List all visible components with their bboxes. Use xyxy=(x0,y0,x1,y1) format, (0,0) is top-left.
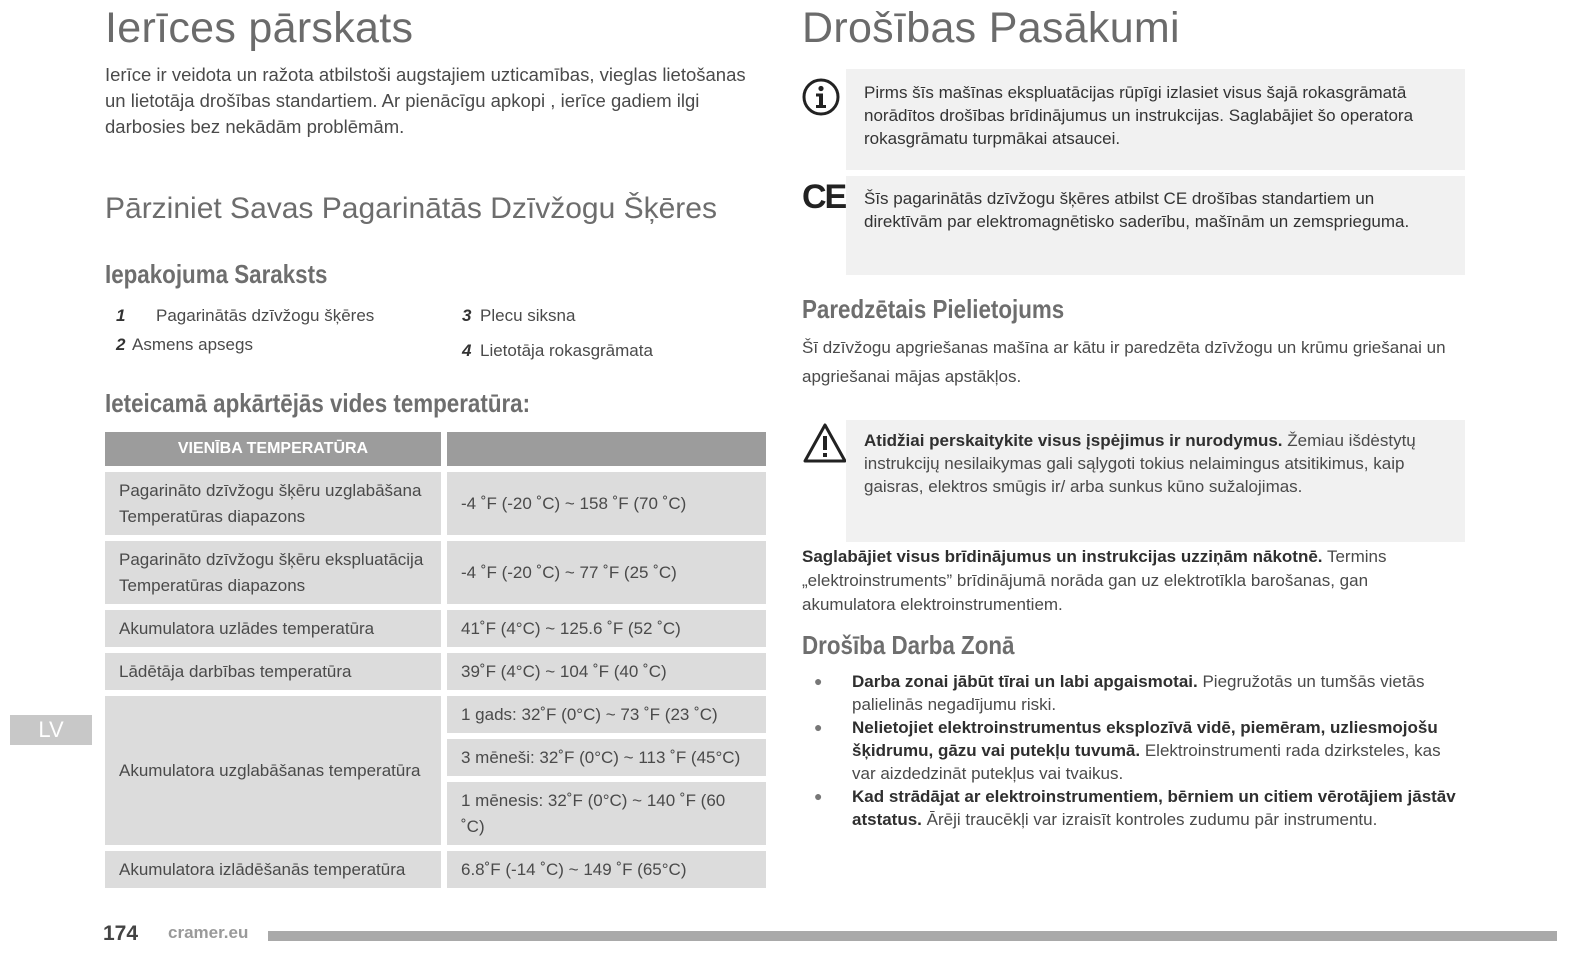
ce-mark-icon: CE xyxy=(802,178,846,216)
temperature-table xyxy=(99,426,772,894)
storage-label: Akumulatora uzglabāšanas temperatūra xyxy=(105,696,441,845)
info-box-text: Pirms šīs mašīnas ekspluatācijas rūpīgi izlasiet visus šajā rokasgrāmatā norādītos drošības brīdinājumus un instrukcijas. Saglabājiet šo operatora rokasgrāmatu turpmākai atsaucei. xyxy=(864,83,1414,148)
row-value: 39˚F (4°C) ~ 104 ˚F (40 ˚C) xyxy=(447,653,766,690)
row-label: Lādētāja darbības temperatūra xyxy=(105,653,441,690)
package-item-1: 1 Pagarinātās dzīvžogu šķēres xyxy=(116,306,375,325)
info-icon xyxy=(802,78,840,116)
list-item: ● Darba zonai jābūt tīrai un labi apgaismotai. Piegružotās un tumšās vietās palielinās negadījumu riski. xyxy=(814,672,1425,714)
safety-title: Drošības Pasākumi xyxy=(802,4,1180,52)
storage-value-3: 1 mēnesis: 32˚F (0°C) ~ 140 ˚F (60 ˚C) xyxy=(447,782,766,845)
intended-use-text: Šī dzīvžogu apgriešanas mašīna ar kātu ir paredzēta dzīvžogu un krūmu griešanai un apgriešanai mājas apstākļos. xyxy=(802,338,1446,386)
row-value: -4 ˚F (-20 ˚C) ~ 77 ˚F (25 ˚C) xyxy=(447,541,766,604)
table-header-empty xyxy=(447,432,766,466)
save-instructions-text: Saglabājiet visus brīdinājumus un instrukcijas uzziņām nākotnē. Termins „elektroinstruments” brīdinājumā norāda gan uz elektrotīkla barošanas, gan akumulatora elektroinstrumentiem. xyxy=(802,547,1387,614)
list-item: ● Nelietojiet elektroinstrumentus eksplozīvā vidē, piemēram, uzliesmojošu šķidrumu, gāzu vai putekļu tuvumā. Elektroinstrumenti rada dzirksteles, kas var aizdedzināt putekļus vai tvaikus. xyxy=(814,718,1441,783)
temperature-heading: Ieteicamā apkārtējās vides temperatūra: xyxy=(105,388,531,418)
row-value: 41˚F (4°C) ~ 125.6 ˚F (52 ˚C) xyxy=(447,610,766,647)
warning-box-text: Atidžiai perskaitykite visus įspėjimus ir nurodymus. Žemiau išdėstytų instrukcijų nesilaikymas gali sąlygoti tokius nelaimingus atsitikimus, kaip gaisras, elektros smūgis ir/ arba sunkus kūno sužalojimas. xyxy=(864,431,1416,496)
discharge-value: 6.8˚F (-14 ˚C) ~ 149 ˚F (65°C) xyxy=(447,851,766,888)
warning-triangle-icon xyxy=(802,422,848,464)
package-heading: Iepakojuma Saraksts xyxy=(105,259,328,289)
row-label: Akumulatora uzlādes temperatūra xyxy=(105,610,441,647)
work-area-list xyxy=(802,670,1462,831)
site-name: cramer.eu xyxy=(168,923,249,942)
row-value: -4 ˚F (-20 ˚C) ~ 158 ˚F (70 ˚C) xyxy=(447,472,766,535)
intended-use-heading: Paredzētais Pielietojums xyxy=(802,294,1065,324)
work-area-heading: Drošība Darba Zonā xyxy=(802,630,1015,660)
overview-title: Ierīces pārskats xyxy=(105,4,414,52)
page-number: 174 xyxy=(103,922,139,945)
row-label: Pagarināto dzīvžogu šķēru ekspluatācija Temperatūras diapazons xyxy=(105,541,441,604)
list-item: ● Kad strādājat ar elektroinstrumentiem, bērniem un citiem vērotājiem jāstāv atstatus. Ārēji traucēkļi var izraisīt kontroles zudumu pār instrumentu. xyxy=(814,787,1456,829)
table-header: VIENĪBA TEMPERATŪRA xyxy=(105,432,441,466)
package-item-2: 2 Asmens apsegs xyxy=(116,335,253,354)
language-tab: LV xyxy=(10,715,92,745)
overview-intro: Ierīce ir veidota un ražota atbilstoši augstajiem uzticamības, vieglas lietošanas un lietotāja drošības standartiem. Ar pienācīgu apkopi , ierīce gadiem ilgi darbosies bez nekādām problēmām. xyxy=(105,64,746,137)
storage-value-1: 1 gads: 32˚F (0°C) ~ 73 ˚F (23 ˚C) xyxy=(447,696,766,733)
row-label: Pagarināto dzīvžogu šķēru uzglabāšana Temperatūras diapazons xyxy=(105,472,441,535)
ce-box-text: Šīs pagarinātās dzīvžogu šķēres atbilst CE drošības standartiem un direktīvām par elektromagnētisko saderību, mašīnām un zemsprieguma. xyxy=(864,189,1410,231)
storage-value-2: 3 mēneši: 32˚F (0°C) ~ 113 ˚F (45°C) xyxy=(447,739,766,776)
review-heading: Pārziniet Savas Pagarinātās Dzīvžogu Šķēres xyxy=(105,192,717,225)
package-item-4: 4 Lietotāja rokasgrāmata xyxy=(462,341,653,360)
footer-bar xyxy=(268,931,1557,941)
discharge-label: Akumulatora izlādēšanās temperatūra xyxy=(105,851,441,888)
package-item-3: 3 Plecu siksna xyxy=(462,306,576,325)
